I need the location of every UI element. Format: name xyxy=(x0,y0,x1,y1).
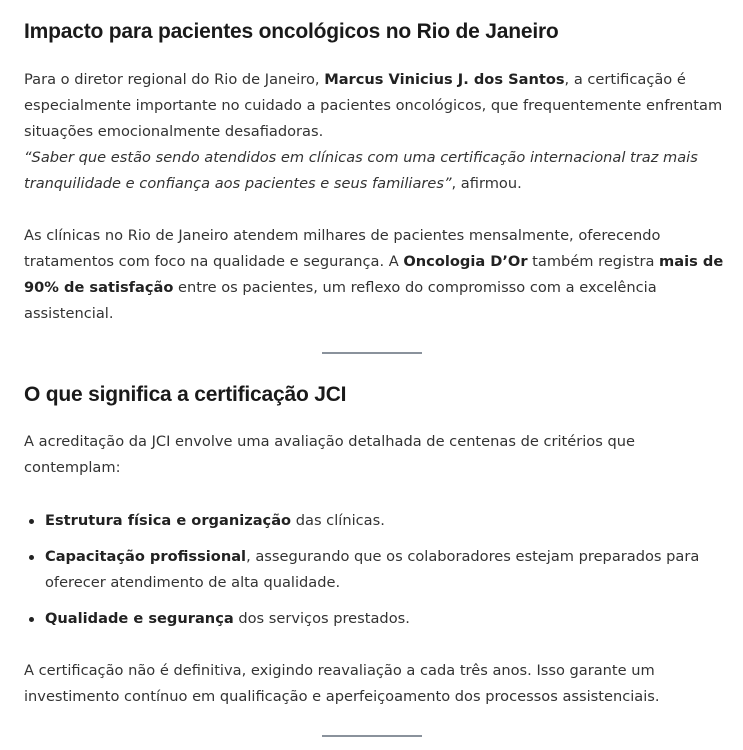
list-item-text: , assegurando que os colaboradores estejam preparados para oferecer atendimento de alta qualidade. xyxy=(45,548,700,591)
brand-name: Oncologia D’Or xyxy=(403,253,528,270)
paragraph-closing: A certificação não é definitiva, exigindo reavaliação a cada três anos. Isso garante um investimento contínuo em qualificação e aperfeiçoamento dos processos assistenciais. xyxy=(24,662,660,705)
paragraph-jci-intro: A acreditação da JCI envolve uma avaliação detalhada de centenas de critérios que contemplam: xyxy=(24,433,635,476)
list-item-bold: Estrutura física e organização xyxy=(45,512,292,529)
list-item xyxy=(24,544,724,596)
section-heading-jci: O que significa a certificação JCI xyxy=(24,383,347,406)
list-item xyxy=(24,508,724,534)
satisfaction-stat: mais de 90% de satisfação xyxy=(24,253,724,296)
bullet-icon xyxy=(29,555,34,560)
section-heading-impacto: Impacto para pacientes oncológicos no Rio de Janeiro xyxy=(24,20,559,43)
text-span: As clínicas no Rio de Janeiro atendem milhares de pacientes mensalmente, oferecendo tratamentos com foco na qualidade e segurança. A xyxy=(24,227,661,270)
criteria-list xyxy=(24,508,724,642)
list-item-text: das clínicas. xyxy=(291,512,385,529)
paragraph-director-quote xyxy=(24,67,724,197)
list-item xyxy=(24,606,724,632)
paragraph-clinics xyxy=(24,223,724,327)
section-divider xyxy=(322,352,422,354)
bullet-icon xyxy=(29,617,34,622)
bullet-icon xyxy=(29,519,34,524)
section-divider xyxy=(322,735,422,737)
list-item-text: dos serviços prestados. xyxy=(233,610,410,627)
list-item-bold: Qualidade e segurança xyxy=(45,610,234,627)
director-name: Marcus Vinicius J. dos Santos xyxy=(324,71,565,88)
text-span: entre os pacientes, um reflexo do compromisso com a excelência assistencial. xyxy=(24,279,657,322)
list-item-bold: Capacitação profissional xyxy=(45,548,247,565)
text-span: também registra xyxy=(527,253,660,270)
text-span: , afirmou. xyxy=(451,175,522,192)
text-span: , a certificação é especialmente importante no cuidado a pacientes oncológicos, que frequentemente enfrentam situações emocionalmente desafiadoras. xyxy=(24,71,723,140)
text-span: Para o diretor regional do Rio de Janeiro, xyxy=(24,71,325,88)
quote-text: “Saber que estão sendo atendidos em clínicas com uma certificação internacional traz mais tranquilidade e confiança aos pacientes e seus familiares” xyxy=(24,149,698,192)
